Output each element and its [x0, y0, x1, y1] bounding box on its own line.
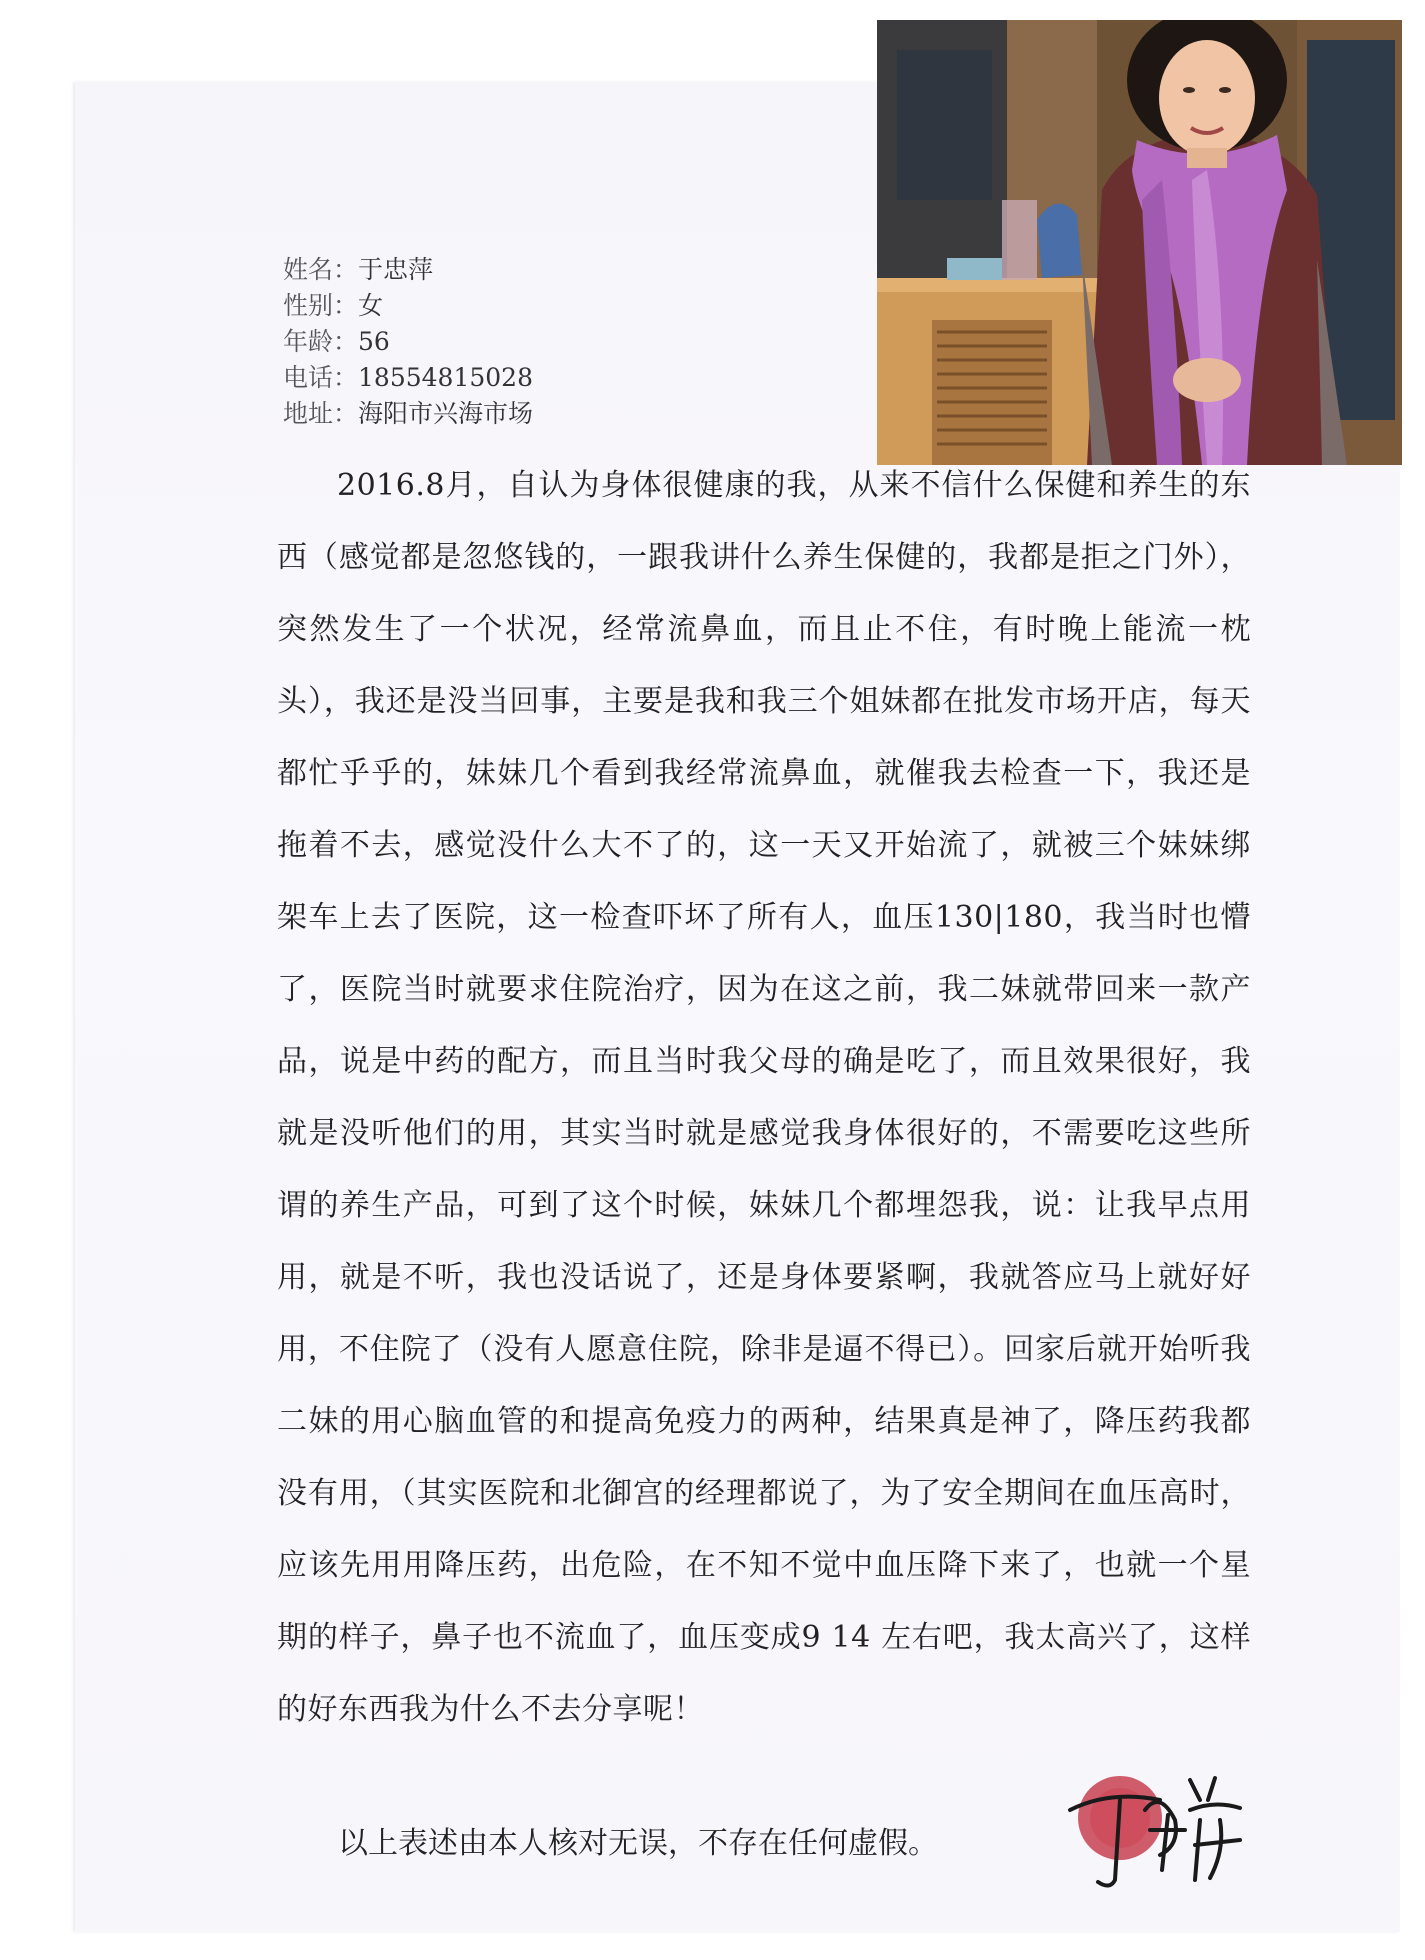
info-gender-row [283, 288, 533, 324]
testimonial-body [277, 450, 1251, 1746]
address-value: 海阳市兴海市场 [358, 399, 534, 428]
name-value: 于忠萍 [358, 255, 434, 284]
gender-label: 性别： [283, 291, 359, 320]
name-label: 姓名： [283, 255, 359, 284]
gender-value: 女 [358, 291, 384, 320]
info-phone-row [283, 360, 533, 396]
phone-value: 18554815028 [358, 363, 533, 392]
testimonial-paragraph: 2016.8月，自认为身体很健康的我，从来不信什么保健和养生的东西（感觉都是忽悠钱的，一跟我讲什么养生保健的，我都是拒之门外），突然发生了一个状况，经常流鼻血，而且止不住，有时晚上能流一枕头），我还是没当回事，主要是我和我三个姐妹都在批发市场开店，每天都忙乎乎的，妹妹几个看到我经常流鼻血，就催我去检查一下，我还是拖着不去，感觉没什么大不了的，这一天又开始流了，就被三个妹妹绑架车上去了医院，这一检查吓坏了所有人，血压130|180，我当时也懵了，医院当时就要求住院治疗，因为在这之前，我二妹就带回来一款产品，说是中药的配方，而且当时我父母的确是吃了，而且效果很好，我就是没听他们的用，其实当时就是感觉我身体很好的，不需要吃这些所谓的养生产品，可到了这个时候，妹妹几个都埋怨我，说：让我早点用用，就是不听，我也没话说了，还是身体要紧啊，我就答应马上就好好用，不住院了（没有人愿意住院，除非是逼不得已）。回家后就开始听我二妹的用心脑血管的和提高免疫力的两种，结果真是神了，降压药我都没有用，（其实医院和北御宫的经理都说了，为了安全期间在血压高时，应该先用用降压药，出危险，在不知不觉中血压降下来了，也就一个星期的样子，鼻子也不流血了，血压变成9 14 左右吧，我太高兴了，这样的好东西我为什么不去分享呢！ [277, 468, 1251, 1727]
signature-with-stamp [1050, 1760, 1250, 1900]
info-name-row [283, 252, 533, 288]
info-age-row [283, 324, 533, 360]
age-value: 56 [358, 327, 390, 356]
portrait-photo [877, 20, 1402, 465]
closing-statement: 以上表述由本人核对无误，不存在任何虚假。 [338, 1826, 938, 1861]
address-label: 地址： [283, 399, 359, 428]
phone-label: 电话： [283, 363, 359, 392]
info-address-row [283, 396, 533, 432]
age-label: 年龄： [283, 327, 359, 356]
personal-info-block [283, 252, 533, 432]
